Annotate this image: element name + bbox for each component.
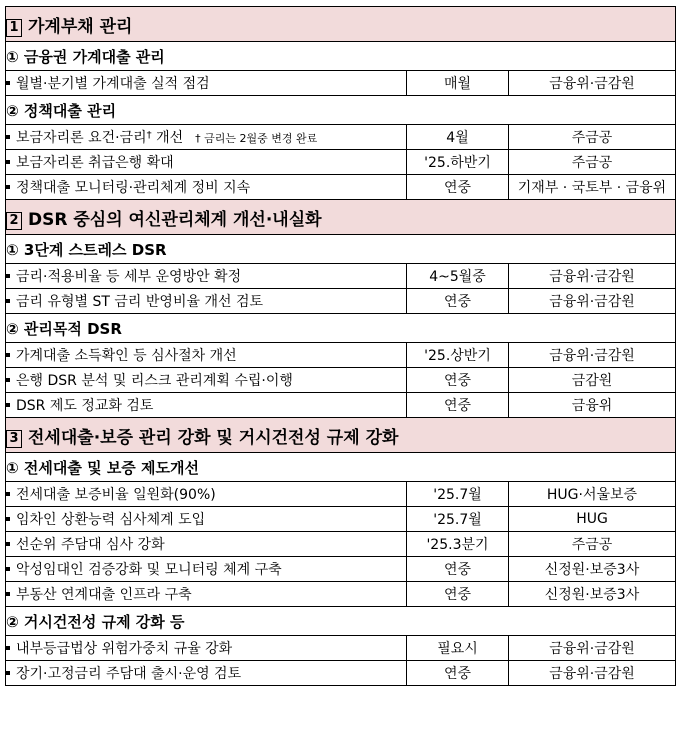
- bullet-icon: [6, 378, 10, 382]
- task-cell: [6, 393, 407, 418]
- bullet-icon: [6, 185, 10, 189]
- task-text: 임차인 상환능력 심사체계 도입: [16, 512, 206, 528]
- section-header-cell: [6, 418, 676, 453]
- agency-cell: 금융위·금감원: [509, 661, 676, 686]
- task-cell: [6, 125, 407, 150]
- bullet-icon: [6, 592, 10, 596]
- timing-cell: 연중: [407, 557, 509, 582]
- task-text: 선순위 주담대 심사 강화: [16, 537, 165, 553]
- subsection-header: [6, 235, 676, 264]
- task-text: 전세대출 보증비율 일원화(90%): [16, 487, 216, 503]
- subsection-title: ① 3단계 스트레스 DSR: [6, 235, 676, 264]
- section-title: DSR 중심의 여신관리체계 개선·내실화: [28, 209, 322, 230]
- table-row: [6, 507, 676, 532]
- task-text: 금리·적용비율 등 세부 운영방안 확정: [16, 269, 242, 285]
- task-text: DSR 제도 정교화 검토: [16, 398, 154, 414]
- table-row: [6, 264, 676, 289]
- task-cell: [6, 264, 407, 289]
- agency-cell: 주금공: [509, 532, 676, 557]
- timing-cell: 연중: [407, 582, 509, 607]
- task-text: 가계대출 소득확인 등 심사절차 개선: [16, 348, 237, 364]
- agency-cell: 주금공: [509, 125, 676, 150]
- table-row: [6, 125, 676, 150]
- subsection-header: [6, 314, 676, 343]
- subsection-title: ② 관리목적 DSR: [6, 314, 676, 343]
- bullet-icon: [6, 299, 10, 303]
- timing-cell: 필요시: [407, 636, 509, 661]
- agency-cell: 금융위·금감원: [509, 264, 676, 289]
- timing-cell: 매월: [407, 71, 509, 96]
- table-row: [6, 661, 676, 686]
- bullet-icon: [6, 160, 10, 164]
- action-plan-table: [5, 6, 676, 686]
- task-text: 내부등급법상 위험가중치 규율 강화: [16, 641, 233, 657]
- agency-cell: 금융위: [509, 393, 676, 418]
- section-header-cell: [6, 7, 676, 42]
- task-text: 은행 DSR 분석 및 리스크 관리계획 수립·이행: [16, 373, 293, 389]
- section-title: 가계부채 관리: [28, 16, 133, 37]
- bullet-icon: [6, 403, 10, 407]
- section-number: 1: [6, 19, 22, 37]
- subsection-header: [6, 42, 676, 71]
- task-cell: [6, 175, 407, 200]
- agency-cell: 기재부 · 국토부 · 금융위: [509, 175, 676, 200]
- subsection-header: [6, 96, 676, 125]
- subsection-header: [6, 607, 676, 636]
- task-text: 정책대출 모니터링·관리체계 정비 지속: [16, 180, 251, 196]
- bullet-icon: [6, 81, 10, 85]
- task-text: 부동산 연계대출 인프라 구축: [16, 587, 192, 603]
- table-row: [6, 343, 676, 368]
- timing-cell: 4~5월중: [407, 264, 509, 289]
- agency-cell: 금융위·금감원: [509, 289, 676, 314]
- timing-cell: '25.3분기: [407, 532, 509, 557]
- bullet-icon: [6, 517, 10, 521]
- section-header: [6, 200, 676, 235]
- table-row: [6, 368, 676, 393]
- timing-cell: '25.7월: [407, 507, 509, 532]
- table-row: [6, 71, 676, 96]
- agency-cell: 주금공: [509, 150, 676, 175]
- subsection-header: [6, 453, 676, 482]
- task-text: 악성임대인 검증강화 및 모니터링 체계 구축: [16, 562, 282, 578]
- table-row: [6, 482, 676, 507]
- bullet-icon: [6, 492, 10, 496]
- agency-cell: HUG·서울보증: [509, 482, 676, 507]
- task-text: 보금자리론 요건·금리: [16, 130, 147, 146]
- task-cell: [6, 343, 407, 368]
- timing-cell: 연중: [407, 368, 509, 393]
- task-cell: [6, 368, 407, 393]
- agency-cell: 금감원: [509, 368, 676, 393]
- timing-cell: 연중: [407, 289, 509, 314]
- bullet-icon: [6, 567, 10, 571]
- agency-cell: 금융위·금감원: [509, 71, 676, 96]
- task-cell: [6, 582, 407, 607]
- table-row: [6, 289, 676, 314]
- footnote-mark: †: [146, 130, 152, 141]
- footnote-text: † 금리는 2월중 변경 완료: [195, 132, 318, 145]
- task-text: 보금자리론 취급은행 확대: [16, 155, 174, 171]
- task-cell: [6, 661, 407, 686]
- subsection-title: ② 정책대출 관리: [6, 96, 676, 125]
- table-row: [6, 393, 676, 418]
- agency-cell: 금융위·금감원: [509, 343, 676, 368]
- table-row: [6, 636, 676, 661]
- task-text-suffix: 개선: [151, 130, 184, 146]
- task-cell: [6, 71, 407, 96]
- task-text: 장기·고정금리 주담대 출시·운영 검토: [16, 666, 242, 682]
- section-title: 전세대출·보증 관리 강화 및 거시건전성 규제 강화: [28, 427, 399, 448]
- subsection-title: ① 금융권 가계대출 관리: [6, 42, 676, 71]
- table-row: [6, 532, 676, 557]
- agency-cell: 금융위·금감원: [509, 636, 676, 661]
- agency-cell: HUG: [509, 507, 676, 532]
- timing-cell: 4월: [407, 125, 509, 150]
- subsection-title: ② 거시건전성 규제 강화 등: [6, 607, 676, 636]
- task-cell: [6, 482, 407, 507]
- bullet-icon: [6, 135, 10, 139]
- section-header: [6, 7, 676, 42]
- table-row: [6, 582, 676, 607]
- subsection-title: ① 전세대출 및 보증 제도개선: [6, 453, 676, 482]
- bullet-icon: [6, 646, 10, 650]
- timing-cell: '25.하반기: [407, 150, 509, 175]
- section-header-cell: [6, 200, 676, 235]
- bullet-icon: [6, 274, 10, 278]
- task-text: 월별·분기별 가계대출 실적 점검: [16, 76, 210, 92]
- agency-cell: 신정원·보증3사: [509, 582, 676, 607]
- bullet-icon: [6, 353, 10, 357]
- task-cell: [6, 532, 407, 557]
- task-text: 금리 유형별 ST 금리 반영비율 개선 검토: [16, 294, 263, 310]
- timing-cell: 연중: [407, 393, 509, 418]
- task-cell: [6, 636, 407, 661]
- task-cell: [6, 289, 407, 314]
- task-cell: [6, 507, 407, 532]
- task-cell: [6, 557, 407, 582]
- task-cell: [6, 150, 407, 175]
- bullet-icon: [6, 671, 10, 675]
- agency-cell: 신정원·보증3사: [509, 557, 676, 582]
- timing-cell: '25.7월: [407, 482, 509, 507]
- bullet-icon: [6, 542, 10, 546]
- table-row: [6, 557, 676, 582]
- table-row: [6, 150, 676, 175]
- timing-cell: '25.상반기: [407, 343, 509, 368]
- section-header: [6, 418, 676, 453]
- table-body: [6, 7, 676, 686]
- section-number: 2: [6, 212, 22, 230]
- timing-cell: 연중: [407, 661, 509, 686]
- timing-cell: 연중: [407, 175, 509, 200]
- section-number: 3: [6, 430, 22, 448]
- table-row: [6, 175, 676, 200]
